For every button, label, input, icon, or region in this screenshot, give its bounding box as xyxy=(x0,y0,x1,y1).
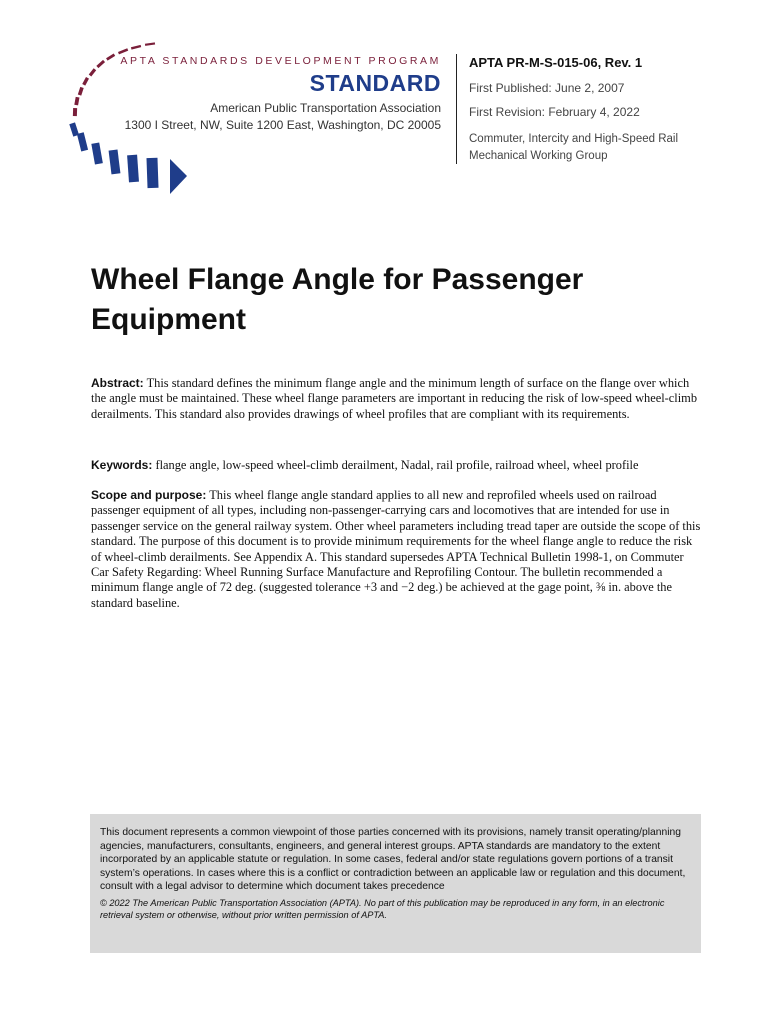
working-group-line-2: Mechanical Working Group xyxy=(469,150,608,162)
abstract-text: This standard defines the minimum flange angle and the minimum length of surface on the flange over which the angle must be maintained. These wheel flange parameters are important in reducing the risk of low-speed wheel-climb derailments. This standard also provides drawings of wheel profiles that are compliant with its requirements. xyxy=(91,376,698,421)
working-group-line-1: Commuter, Intercity and High-Speed Rail xyxy=(469,133,679,145)
document-title: Wheel Flange Angle for Passenger Equipment xyxy=(91,263,584,336)
organization-address: 1300 I Street, NW, Suite 1200 East, Washington, DC 20005 xyxy=(124,118,441,132)
program-name: APTA STANDARDS DEVELOPMENT PROGRAM xyxy=(120,55,441,67)
abstract-paragraph xyxy=(91,376,703,422)
copyright-notice: © 2022 The American Public Transportation Association (APTA). No part of this publication may be reproduced in any form, in an electronic retrieval system or otherwise, without prior written permission of APTA. xyxy=(100,897,665,920)
document-meta xyxy=(469,55,759,165)
scope-text: This wheel flange angle standard applies to all new and reprofiled wheels used on railroad passenger equipment of all types, including non-passenger-carrying cars and locomotives that are intended for use in passenger service on the general railway system. Other wheel parameters including tread taper are outside the scope of this standard. The purpose of this document is to provide minimum requirements for the wheel flange angle to reduce the risk of wheel-climb derailments. See Appendix A. This standard supersedes APTA Technical Bulletin 1998-1, on Commuter Car Safety Regarding: Wheel Running Surface Manufacture and Reprofiling Contour. The bulletin recommended a minimum flange angle of 72 deg. (suggested tolerance +3 and −2 deg.) be achieved at the gage point, ⅜ in. above the standard baseline. xyxy=(91,488,701,610)
keywords-text: flange angle, low-speed wheel-climb derailment, Nadal, rail profile, railroad wheel, wheel profile xyxy=(155,458,639,472)
document-number: APTA PR-M-S-015-06, Rev. 1 xyxy=(469,55,643,70)
scope-label: Scope and purpose: xyxy=(91,488,207,502)
organization-name: American Public Transportation Association xyxy=(210,101,441,115)
document-type: STANDARD xyxy=(309,70,441,96)
first-published: First Published: June 2, 2007 xyxy=(469,81,625,95)
notice-text: This document represents a common viewpoint of those parties concerned with its provisions, namely transit operating/planning agencies, manufacturers, consultants, engineers, and general interest groups. APTA standards are mandatory to the extent incorporated by an applicable statute or regulation. In some cases, federal and/or state regulations govern portions of a transit system’s operations. In cases where this is a conflict or contradiction between an applicable law or regulation and this document, consult with a legal advisor to determine which document takes precedence xyxy=(100,827,686,892)
working-group xyxy=(469,131,759,165)
keywords-label: Keywords: xyxy=(91,458,153,472)
header-divider xyxy=(456,54,457,164)
abstract-label: Abstract: xyxy=(91,376,144,390)
organization-block xyxy=(110,100,441,134)
notice-box xyxy=(90,814,701,953)
first-revision: First Revision: February 4, 2022 xyxy=(469,105,640,119)
keywords-paragraph xyxy=(91,458,703,473)
scope-paragraph xyxy=(91,488,703,611)
